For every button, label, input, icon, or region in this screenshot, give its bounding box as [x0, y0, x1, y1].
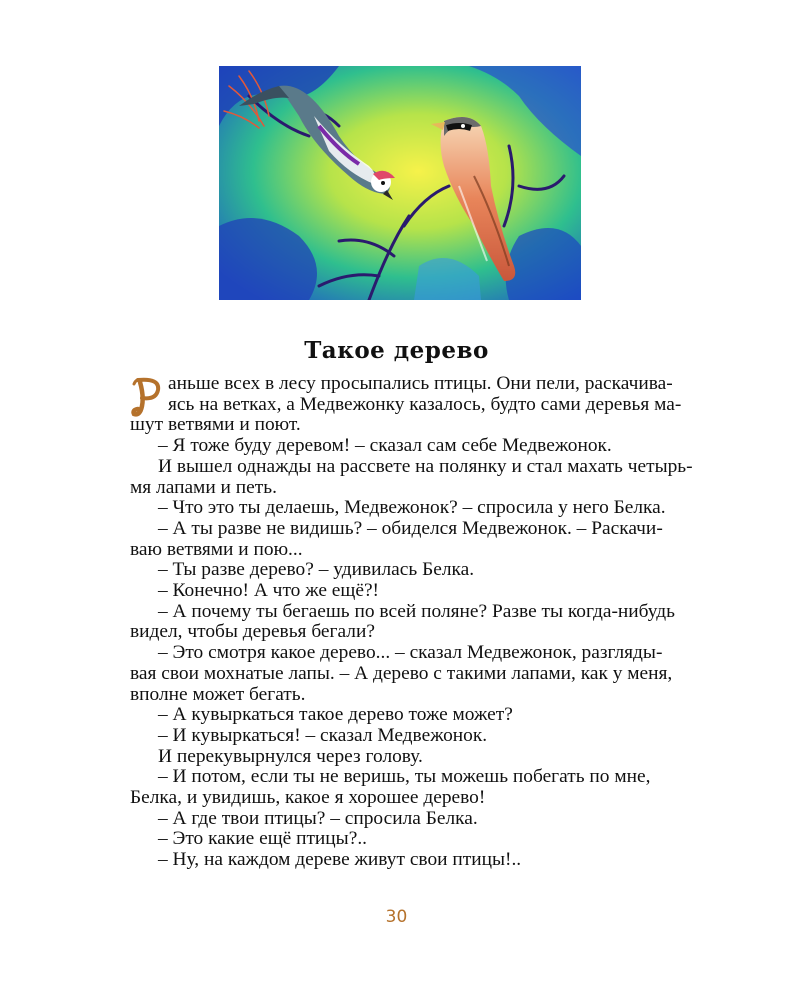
text-line: – Ну, на каждом дереве живут свои птицы!..	[158, 849, 522, 871]
page-number: 30	[385, 907, 408, 927]
text-line: – Ты разве дерево? – удивилась Белка.	[158, 559, 475, 581]
text-line: – И потом, если ты не веришь, ты можешь побегать по мне,	[158, 766, 651, 788]
text-line: видел, чтобы деревья бегали?	[130, 621, 375, 643]
text-line: – Я тоже буду деревом! – сказал сам себе Медвежонок.	[158, 435, 612, 457]
text-line: Белка, и увидишь, какое я хорошее дерево!	[130, 787, 486, 809]
two-birds-illustration	[219, 66, 581, 300]
text-line: – И кувыркаться! – сказал Медвежонок.	[158, 724, 488, 746]
text-line: ваю ветвями и пою...	[130, 538, 303, 560]
paragraph-1-line-3: шут ветвями и поют.	[130, 414, 301, 436]
text-line: – А почему ты бегаешь по всей поляне? Разве ты когда-нибудь	[158, 600, 675, 622]
text-line: вполне может бегать.	[130, 683, 306, 705]
text-line: – Это смотря какое дерево... – сказал Медвежонок, разгляды-	[158, 642, 663, 664]
text-line: – Это какие ещё птицы?..	[158, 828, 368, 850]
text-line: – Что это ты делаешь, Медвежонок? – спросила у него Белка.	[158, 497, 666, 519]
text-line: вая свои мохнатые лапы. – А дерево с такими лапами, как у меня,	[130, 662, 673, 684]
story-body	[130, 373, 693, 871]
text-line: мя лапами и петь.	[130, 476, 277, 498]
text-line: И перекувырнулся через голову.	[158, 745, 423, 767]
paragraph-1-line-2: ясь на ветках, а Медвежонку казалось, будто сами деревья ма-	[168, 393, 682, 415]
story-title: Такое дерево	[304, 337, 489, 364]
text-line: – А где твои птицы? – спросила Белка.	[158, 807, 478, 829]
paragraph-1-line-1: аньше всех в лесу просыпались птицы. Они пели, раскачива-	[130, 374, 668, 395]
text-line: – Конечно! А что же ещё?!	[158, 580, 380, 602]
dropcap-letter	[130, 376, 164, 420]
text-line: – А кувыркаться такое дерево тоже может?	[158, 704, 513, 726]
bird-picture-icon	[219, 66, 581, 300]
text-line: И вышел однажды на рассвете на полянку и стал махать четырь-	[158, 455, 693, 477]
text-line: – А ты разве не видишь? – обиделся Медвежонок. – Раскачи-	[158, 517, 663, 539]
